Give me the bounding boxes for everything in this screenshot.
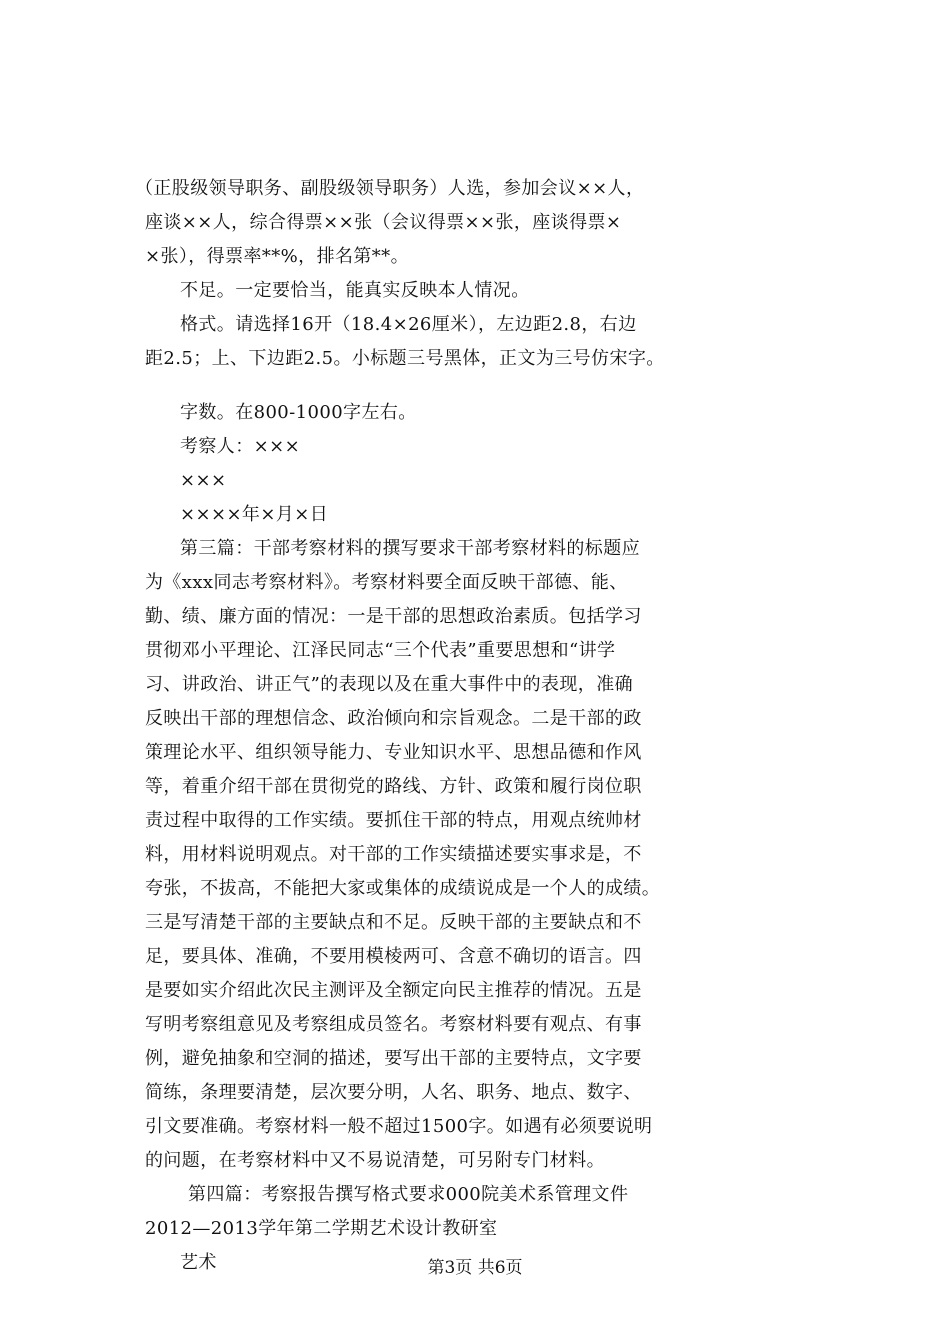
body-line: 三是写清楚干部的主要缺点和不足。反映干部的主要缺点和不 bbox=[145, 912, 642, 933]
body-line: ×张），得票率**%，排名第**。 bbox=[145, 246, 409, 267]
body-line: 引文要准确。考察材料一般不超过1500字。如遇有必须要说明 bbox=[145, 1116, 653, 1137]
body-line: 的问题，在考察材料中又不易说清楚，可另附专门材料。 bbox=[145, 1150, 605, 1171]
body-line: 字数。在800-1000字左右。 bbox=[180, 402, 417, 423]
body-line: 夸张，不拔高，不能把大家或集体的成绩说成是一个人的成绩。 bbox=[145, 878, 661, 899]
body-line: 艺术 bbox=[180, 1252, 217, 1273]
section-heading-line: 第三篇：干部考察材料的撰写要求干部考察材料的标题应 bbox=[180, 538, 640, 559]
body-line: 贯彻邓小平理论、江泽民同志“三个代表”重要思想和“讲学 bbox=[145, 640, 616, 661]
body-line: 为《xxx同志考察材料》。考察材料要全面反映干部德、能、 bbox=[145, 572, 628, 593]
body-line: 反映出干部的理想信念、政治倾向和宗旨观念。二是干部的政 bbox=[145, 708, 642, 729]
body-line: 习、讲政治、讲正气”的表现以及在重大事件中的表现，准确 bbox=[145, 674, 633, 695]
body-line: 不足。一定要恰当，能真实反映本人情况。 bbox=[180, 280, 530, 301]
body-line: 责过程中取得的工作实绩。要抓住干部的特点，用观点统帅材 bbox=[145, 810, 642, 831]
body-line: 例，避免抽象和空洞的描述，要写出干部的主要特点，文字要 bbox=[145, 1048, 642, 1069]
section-heading-line: 第四篇：考察报告撰写格式要求000院美术系管理文件 bbox=[188, 1184, 629, 1205]
body-line: ××× bbox=[180, 470, 227, 491]
body-line: 座谈××人，综合得票××张（会议得票××张，座谈得票× bbox=[145, 212, 622, 233]
page-footer: 第3页 共6页 bbox=[427, 1258, 523, 1278]
body-line: 写明考察组意见及考察组成员签名。考察材料要有观点、有事 bbox=[145, 1014, 642, 1035]
body-line: 2012—2013学年第二学期艺术设计教研室 bbox=[145, 1218, 498, 1239]
body-line: 是要如实介绍此次民主测评及全额定向民主推荐的情况。五是 bbox=[145, 980, 642, 1001]
body-line: 格式。请选择16开（18.4×26厘米），左边距2.8，右边 bbox=[180, 314, 637, 335]
body-line: 等，着重介绍干部在贯彻党的路线、方针、政策和履行岗位职 bbox=[145, 776, 642, 797]
body-line: ××××年×月×日 bbox=[180, 504, 329, 525]
body-line: 勤、绩、廉方面的情况：一是干部的思想政治素质。包括学习 bbox=[145, 606, 642, 627]
body-line: 足，要具体、准确，不要用模棱两可、含意不确切的语言。四 bbox=[145, 946, 642, 967]
body-line: 料，用材料说明观点。对干部的工作实绩描述要实事求是，不 bbox=[145, 844, 642, 865]
body-line: 考察人：××× bbox=[180, 436, 301, 457]
body-line: 策理论水平、组织领导能力、专业知识水平、思想品德和作风 bbox=[145, 742, 642, 763]
body-line: （正股级领导职务、副股级领导职务）人选，参加会议××人， bbox=[135, 178, 645, 199]
body-line: 简练，条理要清楚，层次要分明，人名、职务、地点、数字、 bbox=[145, 1082, 642, 1103]
body-line: 距2.5；上、下边距2.5。小标题三号黑体，正文为三号仿宋字。 bbox=[145, 348, 665, 369]
